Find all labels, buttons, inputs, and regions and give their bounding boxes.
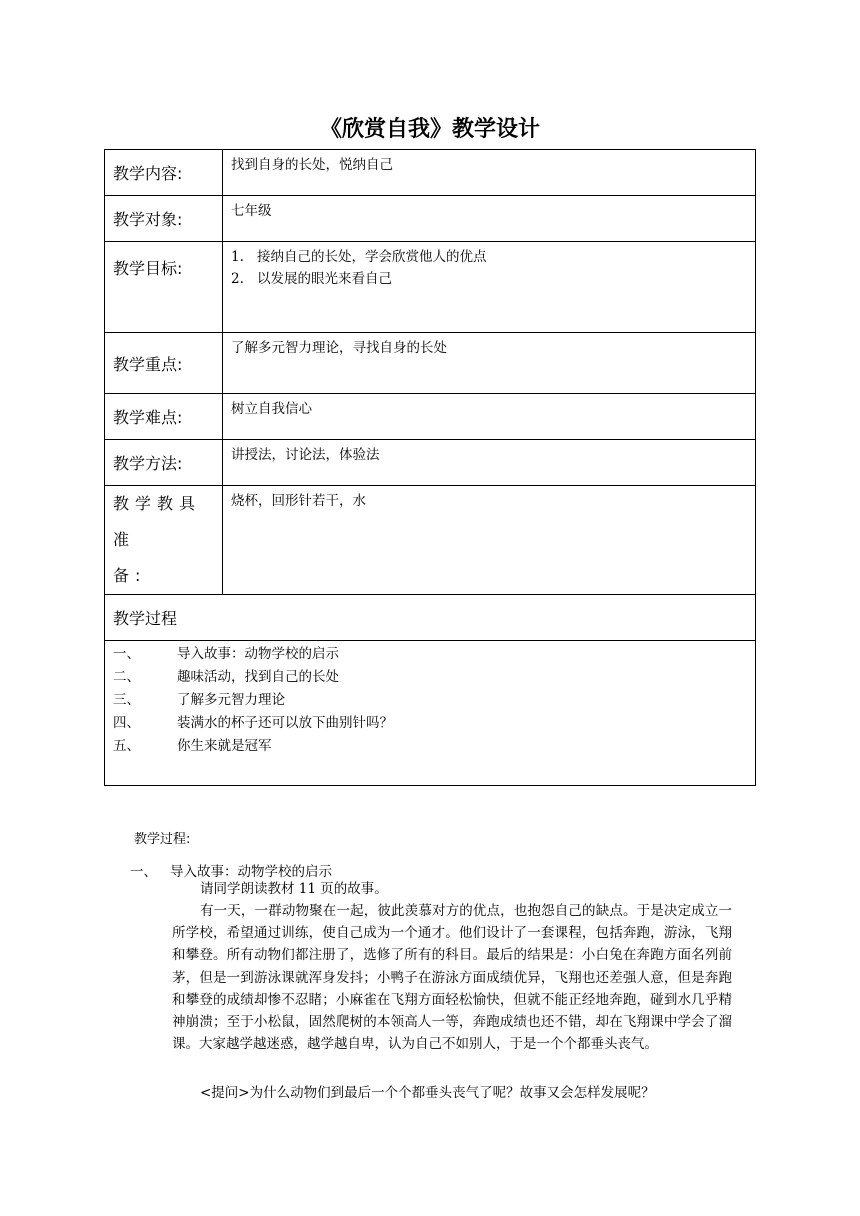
instruction-paragraph: 请同学朗读教材 11 页的故事。 <box>200 881 388 897</box>
row-equipment <box>105 486 756 595</box>
question-paragraph: <提问>为什么动物们到最后一个个都垂头丧气了呢？故事又会怎样发展呢？ <box>200 1085 655 1101</box>
document-title: 《欣赏自我》教学设计 <box>319 117 540 142</box>
row-methods <box>105 440 756 486</box>
section-heading <box>130 860 332 880</box>
process-header: 教学过程 <box>105 595 756 641</box>
label-content: 教学内容: <box>105 150 223 196</box>
row-process-header <box>105 595 756 641</box>
process-step: 三、 了解多元智力理论 <box>113 692 285 708</box>
process-steps <box>105 641 756 786</box>
row-key-points <box>105 333 756 394</box>
value-key-points: 了解多元智力理论，寻找自身的长处 <box>223 333 756 394</box>
label-key-points: 教学重点: <box>105 333 223 394</box>
value-methods: 讲授法，讨论法，体验法 <box>223 440 756 486</box>
row-objectives <box>105 242 756 333</box>
label-difficulties: 教学难点: <box>105 394 223 440</box>
row-audience <box>105 196 756 242</box>
section-title: 导入故事：动物学校的启示 <box>170 864 332 880</box>
row-process-steps <box>105 641 756 786</box>
section-number: 一、 <box>130 864 157 880</box>
value-audience: 七年级 <box>223 196 756 242</box>
process-step: 二、 趣味活动，找到自己的长处 <box>113 669 339 685</box>
label-objectives: 教学目标: <box>105 242 223 333</box>
label-equipment: 教学教具准 备: <box>105 486 223 595</box>
process-step: 四、 装满水的杯子还可以放下曲别针吗？ <box>113 715 393 731</box>
label-audience: 教学对象: <box>105 196 223 242</box>
story-paragraph: 有一天，一群动物聚在一起，彼此羡慕对方的优点，也抱怨自己的缺点。于是决定成立一所学校，希望通过训练，使自己成为一个通才。他们设计了一套课程，包括奔跑，游泳，飞翔和攀登。所有动物们都注册了，选修了所有的科目。最后的结果是：小白兔在奔跑方面名列前茅，但是一到游泳课就浑身发抖；小鸭子在游泳方面成绩优异，飞翔也还差强人意，但是奔跑和攀登的成绩却惨不忍睹；小麻雀在飞翔方面轻松愉快，但就不能正经地奔跑，碰到水几乎精神崩溃；至于小松鼠，固然爬树的本领高人一等，奔跑成绩也还不错，却在飞翔课中学会了溜课。大家越学越迷惑，越学越自卑，认为自己不如别人，于是一个个都垂头丧气。 <box>172 903 732 1053</box>
process-step: 五、 你生来就是冠军 <box>113 738 272 754</box>
value-content: 找到自身的长处，悦纳自己 <box>223 150 756 196</box>
row-difficulties <box>105 394 756 440</box>
objective-item: 2. 以发展的眼光来看自己 <box>231 271 392 287</box>
process-step: 一、 导入故事：动物学校的启示 <box>113 646 339 662</box>
value-equipment: 烧杯，回形针若干，水 <box>223 486 756 595</box>
row-content <box>105 150 756 196</box>
process-section-label: 教学过程: <box>134 832 191 847</box>
objective-item: 1. 接纳自己的长处，学会欣赏他人的优点 <box>231 249 487 265</box>
value-objectives <box>223 242 756 333</box>
value-difficulties: 树立自我信心 <box>223 394 756 440</box>
label-methods: 教学方法: <box>105 440 223 486</box>
lesson-plan-table <box>104 149 756 786</box>
